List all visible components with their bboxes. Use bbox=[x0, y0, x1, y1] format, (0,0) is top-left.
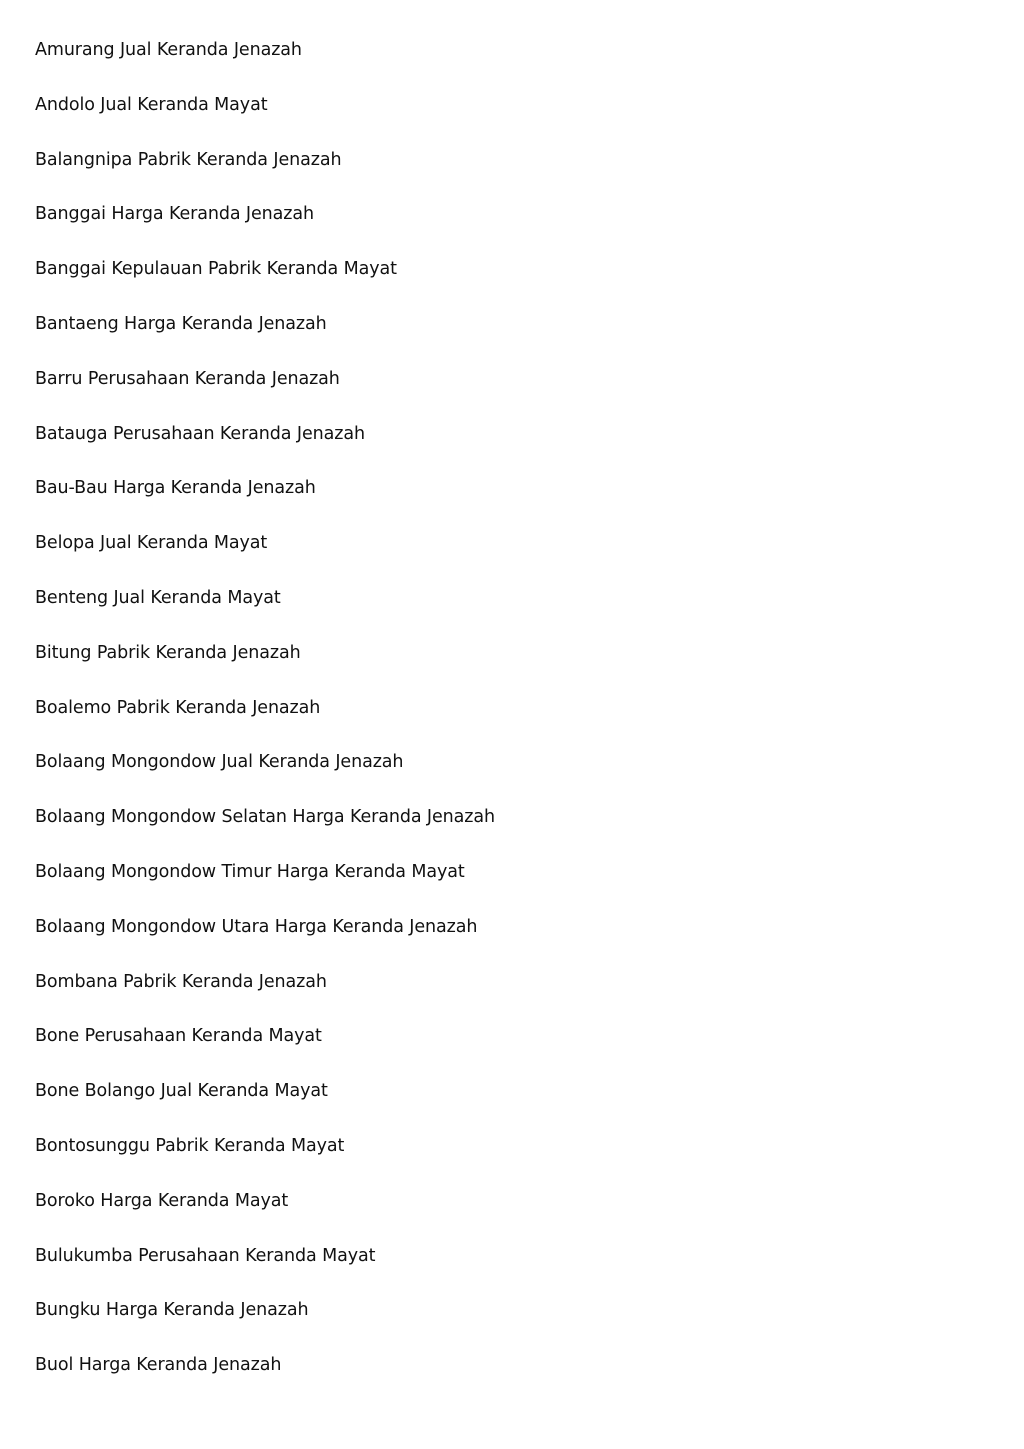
document-line: Bulukumba Perusahaan Keranda Mayat bbox=[35, 1245, 376, 1266]
document-line: Barru Perusahaan Keranda Jenazah bbox=[35, 368, 340, 389]
document-line: Buol Harga Keranda Jenazah bbox=[35, 1355, 282, 1376]
document-line: Bontosunggu Pabrik Keranda Mayat bbox=[35, 1135, 345, 1156]
document-line: Bau-Bau Harga Keranda Jenazah bbox=[35, 478, 316, 499]
document-line: Banggai Harga Keranda Jenazah bbox=[35, 204, 314, 225]
document-line: Bolaang Mongondow Utara Harga Keranda Jenazah bbox=[35, 916, 478, 937]
document-line: Andolo Jual Keranda Mayat bbox=[35, 94, 268, 115]
document-line: Bantaeng Harga Keranda Jenazah bbox=[35, 313, 327, 334]
document-line: Bone Bolango Jual Keranda Mayat bbox=[35, 1081, 328, 1102]
document-line: Amurang Jual Keranda Jenazah bbox=[35, 40, 302, 60]
document-line: Boroko Harga Keranda Mayat bbox=[35, 1190, 289, 1211]
document-line: Bombana Pabrik Keranda Jenazah bbox=[35, 971, 327, 992]
document-line: Bolaang Mongondow Jual Keranda Jenazah bbox=[35, 752, 404, 773]
document-line: Balangnipa Pabrik Keranda Jenazah bbox=[35, 149, 342, 170]
document-line: Bone Perusahaan Keranda Mayat bbox=[35, 1026, 322, 1047]
document-line: Boalemo Pabrik Keranda Jenazah bbox=[35, 697, 321, 718]
document-line: Bitung Pabrik Keranda Jenazah bbox=[35, 642, 301, 663]
document-line: Banggai Kepulauan Pabrik Keranda Mayat bbox=[35, 259, 397, 280]
document-line-list bbox=[35, 36, 495, 1406]
document-line: Bolaang Mongondow Selatan Harga Keranda Jenazah bbox=[35, 807, 495, 828]
document-line: Bungku Harga Keranda Jenazah bbox=[35, 1300, 309, 1321]
document-line: Batauga Perusahaan Keranda Jenazah bbox=[35, 423, 365, 444]
document-line: Benteng Jual Keranda Mayat bbox=[35, 587, 281, 608]
document-line: Belopa Jual Keranda Mayat bbox=[35, 533, 268, 554]
document-line: Bolaang Mongondow Timur Harga Keranda Mayat bbox=[35, 861, 465, 882]
